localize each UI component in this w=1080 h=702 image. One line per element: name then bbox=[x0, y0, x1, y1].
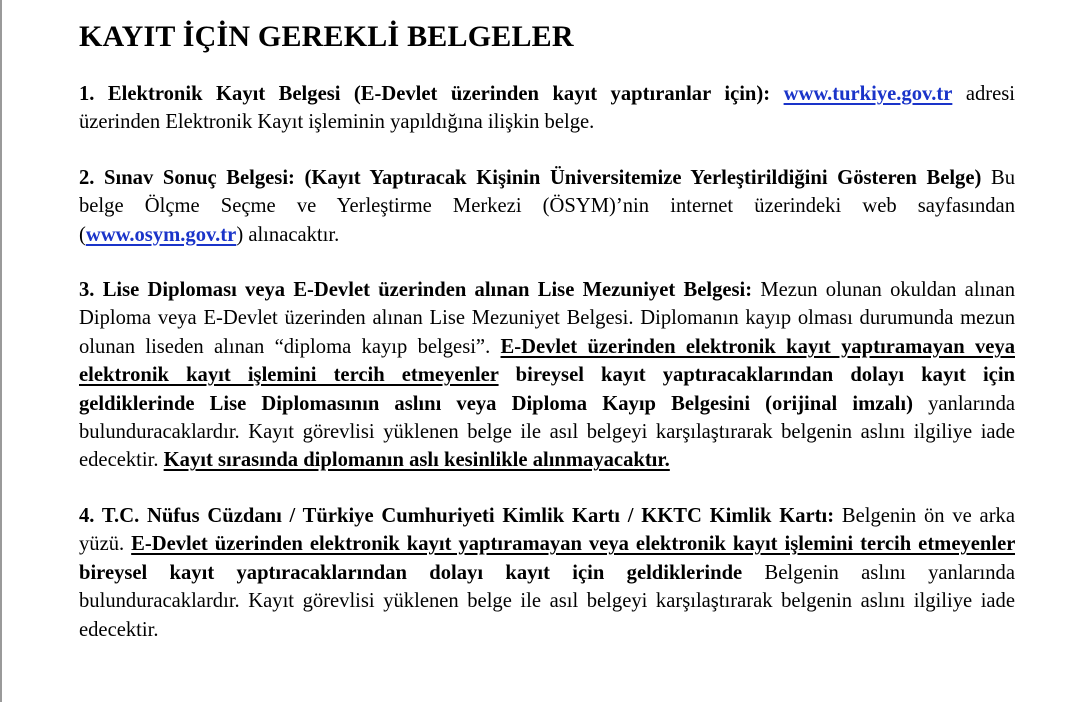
page-edge bbox=[0, 0, 2, 702]
item-3 bbox=[79, 276, 1015, 475]
item-2-text-before: Bu belge Ölçme Seçme ve Yerleştirme Merkezi (ÖSYM)’nin internet üzerindeki web sayfasından ( bbox=[79, 166, 1015, 246]
item-3-heading: 3. Lise Diploması veya E-Devlet üzerinden alınan Lise Mezuniyet Belgesi: bbox=[79, 279, 753, 302]
item-1-heading: 1. Elektronik Kayıt Belgesi (E-Devlet üzerinden kayıt yaptıranlar için): bbox=[79, 83, 771, 105]
osym-gov-link[interactable]: www.osym.gov.tr bbox=[85, 223, 237, 246]
item-4-text-1: Belgenin ön ve arka yüzü. bbox=[79, 504, 1015, 556]
document-page bbox=[79, 18, 1015, 644]
item-3-text-2: yanlarında bulunduracaklardır. Kayıt görevlisi yüklenen belge ile asıl belgeyi karşılaştırarak belgenin aslını ilgiliye iade edecektir. bbox=[79, 392, 1016, 472]
item-4-heading: 4. T.C. Nüfus Cüzdanı / Türkiye Cumhuriyeti Kimlik Kartı / KKTC Kimlik Kartı: bbox=[79, 504, 835, 527]
item-3-underlined-condition: E-Devlet üzerinden elektronik kayıt yaptıramayan veya elektronik kayıt işlemini tercih etmeyenler bbox=[79, 335, 1015, 387]
item-2-heading: 2. Sınav Sonuç Belgesi: (Kayıt Yaptıracak Kişinin Üniversitemize Yerleştirildiğini Gösteren Belge) bbox=[79, 166, 982, 189]
item-4-bold-requirement: bireysel kayıt yaptıracaklarından dolayı kayıt için geldiklerinde bbox=[79, 561, 743, 584]
item-4-underlined-condition: E-Devlet üzerinden elektronik kayıt yaptıramayan veya elektronik kayıt işlemini tercih etmeyenler bbox=[131, 533, 1015, 556]
item-4-text-2: Belgenin aslını yanlarında bulunduracaklardır. Kayıt görevlisi yüklenen belge ile asıl belgeyi karşılaştırarak belgenin aslını ilgiliye iade edecektir. bbox=[79, 561, 1015, 641]
item-2-text-after: ) alınacaktır. bbox=[236, 223, 340, 246]
item-1 bbox=[79, 80, 1015, 137]
item-3-bold-requirement: bireysel kayıt yaptıracaklarından dolayı kayıt için geldiklerinde Lise Diplomasının aslını veya Diploma Kayıp Belgesini (orijinal imzalı) bbox=[79, 364, 1015, 415]
item-2 bbox=[79, 164, 1015, 249]
item-1-text: adresi üzerinden Elektronik Kayıt işleminin yapıldığına ilişkin belge. bbox=[79, 83, 1015, 134]
item-3-text-1: Mezun olunan okuldan alınan Diploma veya E-Devlet üzerinden alınan Lise Mezuniyet Belgesi. Diplomanın kayıp olması durumunda mezun olunan liseden alınan “diploma kayıp belgesi”. bbox=[79, 279, 1015, 358]
document-title: KAYIT İÇİN GEREKLİ BELGELER bbox=[79, 20, 574, 53]
turkiye-gov-link[interactable]: www.turkiye.gov.tr bbox=[783, 83, 953, 105]
item-4 bbox=[79, 502, 1015, 644]
item-3-underlined-note: Kayıt sırasında diplomanın aslı kesinlikle alınmayacaktır. bbox=[163, 449, 670, 472]
